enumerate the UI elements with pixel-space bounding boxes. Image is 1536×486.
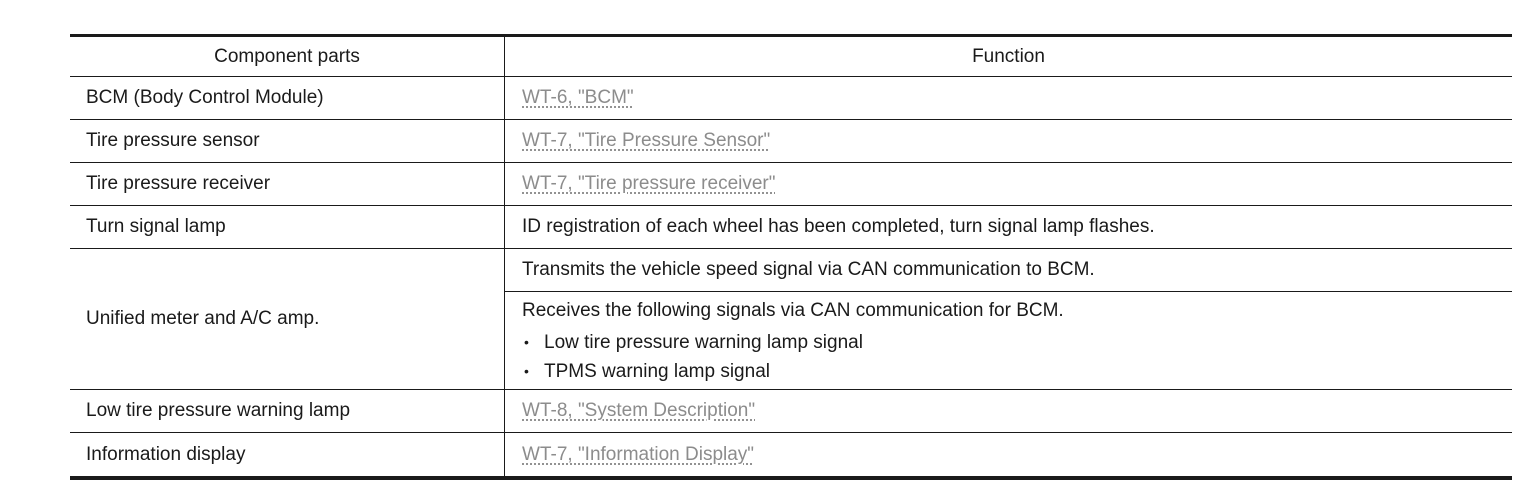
table-row <box>70 249 1512 390</box>
bullet-icon: • <box>524 363 529 379</box>
function-cell: ID registration of each wheel has been completed, turn signal lamp flashes. <box>522 216 1155 237</box>
function-cell <box>505 292 1512 389</box>
component-cell: BCM (Body Control Module) <box>70 77 505 119</box>
list-item <box>522 328 1064 357</box>
function-link[interactable]: WT-7, "Information Display" <box>522 443 755 465</box>
table-row <box>70 390 1512 433</box>
signal-list <box>522 328 1064 386</box>
table-row <box>70 163 1512 206</box>
list-item-text: TPMS warning lamp signal <box>544 361 770 382</box>
component-cell: Tire pressure receiver <box>70 163 505 205</box>
bullet-icon: • <box>524 334 529 350</box>
component-cell: Tire pressure sensor <box>70 120 505 162</box>
function-cell <box>505 163 1512 205</box>
table-row <box>70 206 1512 249</box>
header-component-parts: Component parts <box>70 37 505 76</box>
table-row <box>70 120 1512 163</box>
list-item <box>522 357 1064 386</box>
function-link[interactable]: WT-7, "Tire pressure receiver" <box>522 173 776 194</box>
table-row <box>70 433 1512 476</box>
component-cell: Information display <box>70 433 505 476</box>
component-function-table <box>70 34 1512 480</box>
component-cell: Unified meter and A/C amp. <box>70 249 505 389</box>
function-cell <box>505 77 1512 119</box>
header-function: Function <box>972 45 1045 67</box>
function-stack <box>505 249 1512 389</box>
table-row <box>70 77 1512 120</box>
function-link[interactable]: WT-7, "Tire Pressure Sensor" <box>522 130 771 151</box>
function-cell <box>505 433 1512 476</box>
table-header-row <box>70 37 1512 77</box>
component-cell: Turn signal lamp <box>70 206 505 248</box>
function-text: Receives the following signals via CAN communication for BCM. <box>522 300 1064 321</box>
component-cell: Low tire pressure warning lamp <box>70 390 505 432</box>
function-cell <box>505 390 1512 432</box>
list-item-text: Low tire pressure warning lamp signal <box>544 332 863 353</box>
function-link[interactable]: WT-6, "BCM" <box>522 87 634 108</box>
function-cell <box>505 120 1512 162</box>
function-link[interactable]: WT-8, "System Description" <box>522 400 756 421</box>
function-cell: Transmits the vehicle speed signal via CAN communication to BCM. <box>505 249 1512 292</box>
